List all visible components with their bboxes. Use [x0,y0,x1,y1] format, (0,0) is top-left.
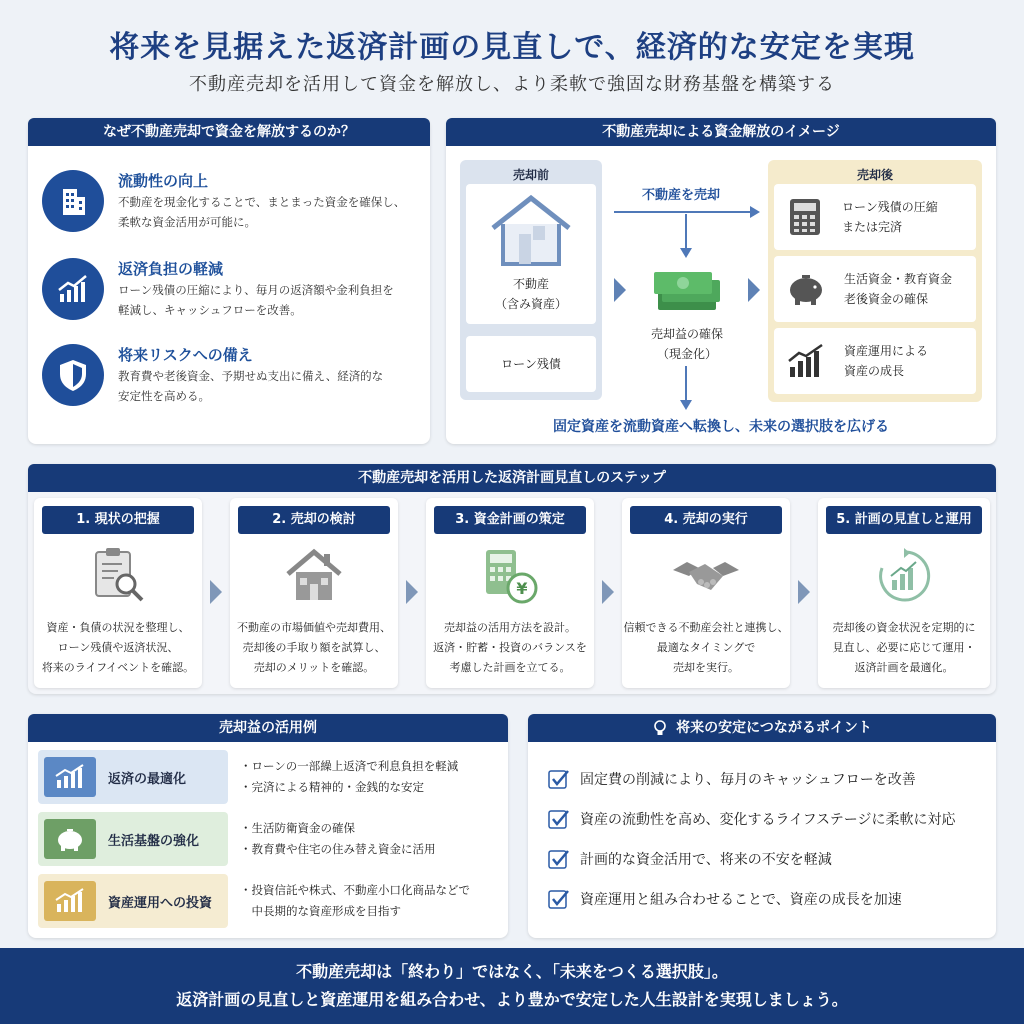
reason-title: 将来リスクへの備え [118,346,253,364]
use-bullets: ・投資信託や株式、不動産小口化商品などで 中長期的な資産形成を目指す [240,883,470,918]
growth-chart-icon [44,881,96,921]
uses-panel [28,714,508,938]
point-item: 固定費の削減により、毎月のキャッシュフローを改善 [548,768,916,790]
page-subtitle: 不動産売却を活用して資金を解放し、より柔軟で強固な財務基盤を構築する [189,74,835,95]
step-description: 信頼できる不動産会社と連携し、 最適なタイミングで 売却を実行。 [623,621,789,674]
step-label: 3. 資金計画の策定 [434,506,586,534]
use-row [38,750,228,804]
svg-text:¥: ¥ [516,579,528,598]
cycle-chart-icon [874,546,934,606]
growth-chart-icon [42,258,104,320]
points-header [528,714,996,742]
after-panel [768,160,982,402]
image-panel [446,118,996,444]
arrow-down-icon [676,214,696,258]
after-item: 生活資金・教育資金 老後資金の確保 [774,256,976,322]
step-label: 1. 現状の把握 [42,506,194,534]
step-arrow [614,278,626,302]
reason-title: 返済負担の軽減 [118,260,224,278]
check-icon [548,888,570,910]
point-item: 資産運用と組み合わせることで、資産の成長を加速 [548,888,902,910]
step-card [426,498,594,688]
page-title: 将来を見据えた返済計画の見直しで、経済的な安定を実現 [109,30,915,65]
before-label: 売却前 [512,168,549,182]
banner-line: 返済計画の見直しと資産運用を組み合わせ、より豊かで安定した人生設計を実現しましょう。 [176,990,848,1009]
before-panel [460,160,602,400]
loan-box: ローン残債 [466,336,596,392]
step-arrow [406,580,418,604]
image-caption: 固定資産を流動資産へ転換し、未来の選択肢を広げる [553,419,889,435]
use-bullets: ・ローンの一部繰上返済で利息負担を軽減 ・完済による精神的・金銭的な安定 [240,759,459,794]
house-outline-icon [485,194,577,266]
sell-label: 不動産を売却 [642,188,721,203]
check-icon [548,848,570,870]
property-sublabel: （含み資産） [494,297,567,311]
shield-icon [42,344,104,406]
after-label: 売却後 [856,168,893,182]
reason-title: 流動性の向上 [118,172,209,190]
step-card [230,498,398,688]
use-label: 資産運用への投資 [108,895,213,911]
points-panel [528,714,996,938]
after-item: ローン残債の圧縮 または完済 [774,184,976,250]
reason-text: ローン残債の圧縮により、毎月の返済額や金利負担を 軽減し、キャッシュフローを改善。 [118,283,394,317]
calculator-yen-icon [480,546,540,606]
use-label: 生活基盤の強化 [108,833,200,849]
step-description: 不動産の市場価値や売却費用、 売却後の手取り額を試算し、 売却のメリットを確認。 [237,621,391,674]
reason-text: 不動産を現金化することで、まとまった資金を確保し、 柔軟な資金活用が可能に。 [118,195,406,229]
clipboard-search-icon [88,546,148,606]
building-icon [42,170,104,232]
step-label: 2. 売却の検討 [238,506,390,534]
point-item: 資産の流動性を高め、変化するライフステージに柔軟に対応 [548,808,955,830]
growth-chart-icon [786,343,826,379]
cash-label: 売却益の確保 （現金化） [650,327,723,361]
after-item: 資産運用による 資産の成長 [774,328,976,394]
use-bullets: ・生活防衛資金の確保 ・教育費や住宅の住み替え資金に活用 [240,821,436,856]
footer-banner [0,948,1024,1024]
point-item: 計画的な資金活用で、将来の不安を軽減 [548,848,832,870]
points-heading: 将来の安定につながるポイント [676,720,872,736]
step-card [622,498,790,688]
why-heading: なぜ不動産売却で資金を解放するのか？ [28,118,430,146]
step-arrow [798,580,810,604]
step-label: 5. 計画の見直しと運用 [826,506,982,534]
why-panel [28,118,430,444]
lightbulb-icon [652,719,668,737]
calculator-icon [788,197,822,237]
use-row [38,874,228,928]
image-heading: 不動産売却による資金解放のイメージ [446,118,996,146]
handshake-icon [671,546,741,606]
step-arrow [602,580,614,604]
use-label: 返済の最適化 [108,771,187,787]
use-row [38,812,228,866]
arrow-down-icon [676,366,696,410]
step-description: 売却益の活用方法を設計。 返済・貯蓄・投資のバランスを 考慮した計画を立てる。 [433,621,587,674]
steps-heading: 不動産売却を活用した返済計画見直しのステップ [28,464,996,492]
check-icon [548,768,570,790]
property-label: 不動産 [512,277,549,291]
reason-text: 教育費や老後資金、予期せぬ支出に備え、経済的な 安定性を高める。 [118,369,384,403]
uses-heading: 売却益の活用例 [28,714,508,742]
step-description: 売却後の資金状況を定期的に 見直し、必要に応じて運用・ 返済計画を最適化。 [832,621,976,674]
house-icon [284,546,344,606]
piggy-bank-icon [44,819,96,859]
growth-chart-icon [44,757,96,797]
step-card [818,498,990,688]
cash-icon [652,266,722,314]
banner-line: 不動産売却は「終わり」ではなく、「未来をつくる選択肢」。 [296,962,728,981]
step-arrow [210,580,222,604]
check-icon [548,808,570,830]
step-card [34,498,202,688]
step-label: 4. 売却の実行 [630,506,782,534]
property-box [466,184,596,324]
step-arrow [748,278,760,302]
step-description: 資産・負債の状況を整理し、 ローン残債や返済状況、 将来のライフイベントを確認。 [41,621,195,674]
piggy-bank-icon [786,272,826,306]
